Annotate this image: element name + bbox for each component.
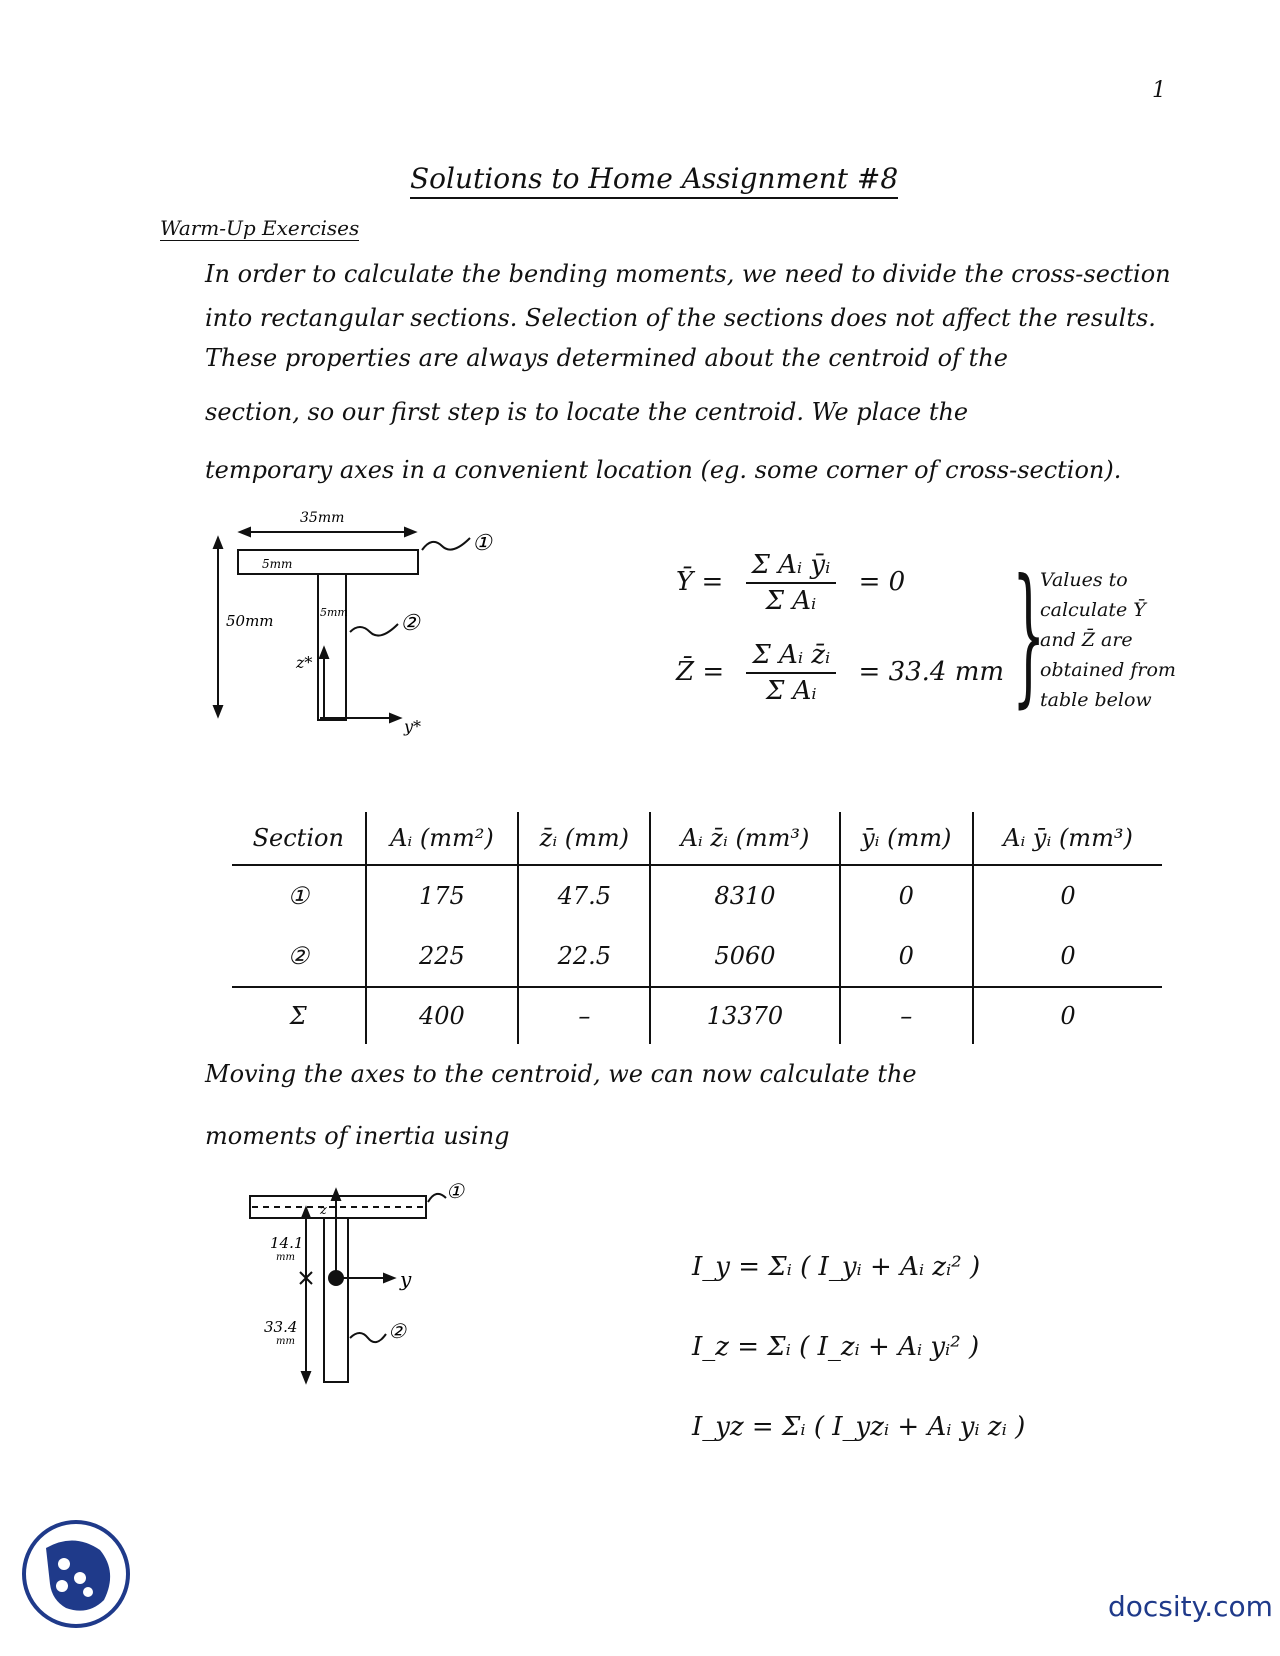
zbar-numerator: Σ Aᵢ z̄ᵢ (746, 640, 836, 674)
column-header: z̄ᵢ (mm) (518, 812, 650, 865)
table-cell: ② (287, 942, 309, 970)
distance-top-unit: mm (276, 1252, 295, 1263)
table-cell: ① (287, 882, 309, 910)
height-label: 50mm (226, 612, 274, 630)
page-title: Solutions to Home Assignment #8 (410, 162, 898, 199)
paragraph-line: into rectangular sections. Selection of the sections does not affect the results. (205, 304, 1156, 332)
section-2-marker: ② (400, 611, 420, 636)
leader-line-1 (422, 538, 470, 550)
leader-line-1 (428, 1194, 446, 1202)
table-cell: 0 (973, 865, 1162, 926)
column-header: Aᵢ ȳᵢ (mm³) (973, 812, 1162, 865)
table-cell: – (840, 987, 973, 1044)
ybar-equation: Ȳ = $\frac{\text{Σ Aᵢ ȳᵢ}}{\text{Σ Aᵢ}}$ = 0 (676, 550, 906, 616)
section-heading: Warm-Up Exercises (160, 216, 360, 240)
zbar-lhs: Z̄ (676, 657, 695, 687)
iz-formula: I_z = Σᵢ ( I_zᵢ + Aᵢ yᵢ² ) (692, 1332, 980, 1362)
iyz-formula: I_yz = Σᵢ ( I_yzᵢ + Aᵢ yᵢ zᵢ ) (692, 1412, 1026, 1442)
y-axis-label: y (400, 1267, 412, 1291)
table-cell: – (518, 987, 650, 1044)
ybar-numerator: Σ Aᵢ ȳᵢ (746, 550, 837, 584)
paragraph-line: temporary axes in a convenient location (eg. some corner of cross-section). (205, 456, 1122, 484)
paragraph-line: Moving the axes to the centroid, we can now calculate the (205, 1060, 917, 1088)
column-header: ȳᵢ (mm) (840, 812, 973, 865)
leader-line-2 (350, 624, 398, 636)
column-header: Aᵢ z̄ᵢ (mm³) (650, 812, 839, 865)
table-cell: 22.5 (518, 926, 650, 987)
table-row (232, 865, 1162, 926)
centroid-diagram (240, 1178, 500, 1438)
web-rect (318, 574, 346, 720)
table-cell: 175 (366, 865, 519, 926)
table-header-row (232, 812, 1162, 865)
centroid-marker (328, 1270, 344, 1286)
z-axis-label: z* (296, 653, 313, 672)
ybar-result: = 0 (858, 567, 906, 597)
section-2-marker: ② (388, 1319, 406, 1343)
y-axis-label: y* (404, 717, 422, 736)
table-cell: 0 (973, 987, 1162, 1044)
t-section-diagram (200, 510, 520, 770)
column-header: Aᵢ (mm²) (366, 812, 519, 865)
iy-formula: I_y = Σᵢ ( I_yᵢ + Aᵢ zᵢ² ) (692, 1252, 981, 1282)
table-cell: 400 (366, 987, 519, 1044)
zbar-denominator: Σ Aᵢ (766, 676, 817, 706)
flange-thickness-label: 5mm (262, 557, 293, 571)
table-cell: 0 (973, 926, 1162, 987)
page-number: 1 (1152, 78, 1166, 103)
leader-line-2 (350, 1333, 386, 1342)
table-cell: 47.5 (518, 865, 650, 926)
distance-top-label: 14.1 (270, 1234, 304, 1252)
table-cell: 8310 (650, 865, 839, 926)
table-cell: 0 (840, 865, 973, 926)
column-header: Section (232, 812, 366, 865)
zbar-result: = 33.4 mm (858, 657, 1005, 687)
table-sum-row (232, 987, 1162, 1044)
section-1-marker: ① (472, 531, 492, 556)
brace-icon: } (1012, 548, 1046, 722)
zbar-equation: Z̄ = $\frac{\text{Σ Aᵢ z̄ᵢ}}{\text{Σ Aᵢ}}$ = 33.4 mm (676, 640, 1005, 706)
section-1-marker: ① (446, 1179, 464, 1203)
table-cell: 0 (840, 926, 973, 987)
table-cell: 13370 (650, 987, 839, 1044)
flange-width-label: 35mm (300, 510, 345, 526)
side-note: Values to calculate Ȳ and Z̄ are obtained from table below (1040, 569, 1176, 711)
table-cell: 225 (366, 926, 519, 987)
table-cell: Σ (232, 987, 366, 1044)
section-properties-table (232, 812, 1162, 1044)
table-cell: 5060 (650, 926, 839, 987)
table-row (232, 926, 1162, 987)
ybar-lhs: Ȳ (676, 567, 694, 597)
ybar-denominator: Σ Aᵢ (765, 586, 817, 616)
docsity-logo-icon (22, 1520, 130, 1628)
paragraph-line: moments of inertia using (205, 1122, 510, 1150)
paragraph-line: In order to calculate the bending moments, we need to divide the cross-section (205, 260, 1171, 288)
paragraph-line: section, so our first step is to locate the centroid. We place the (205, 398, 969, 426)
distance-bottom-unit: mm (276, 1336, 295, 1347)
z-axis-label: z (320, 1203, 327, 1218)
paragraph-line: These properties are always determined about the centroid of the (205, 344, 1008, 372)
distance-bottom-label: 33.4 (264, 1318, 298, 1336)
web-thickness-label: 5mm (320, 606, 348, 619)
brand-link[interactable]: docsity.com (1108, 1590, 1273, 1623)
